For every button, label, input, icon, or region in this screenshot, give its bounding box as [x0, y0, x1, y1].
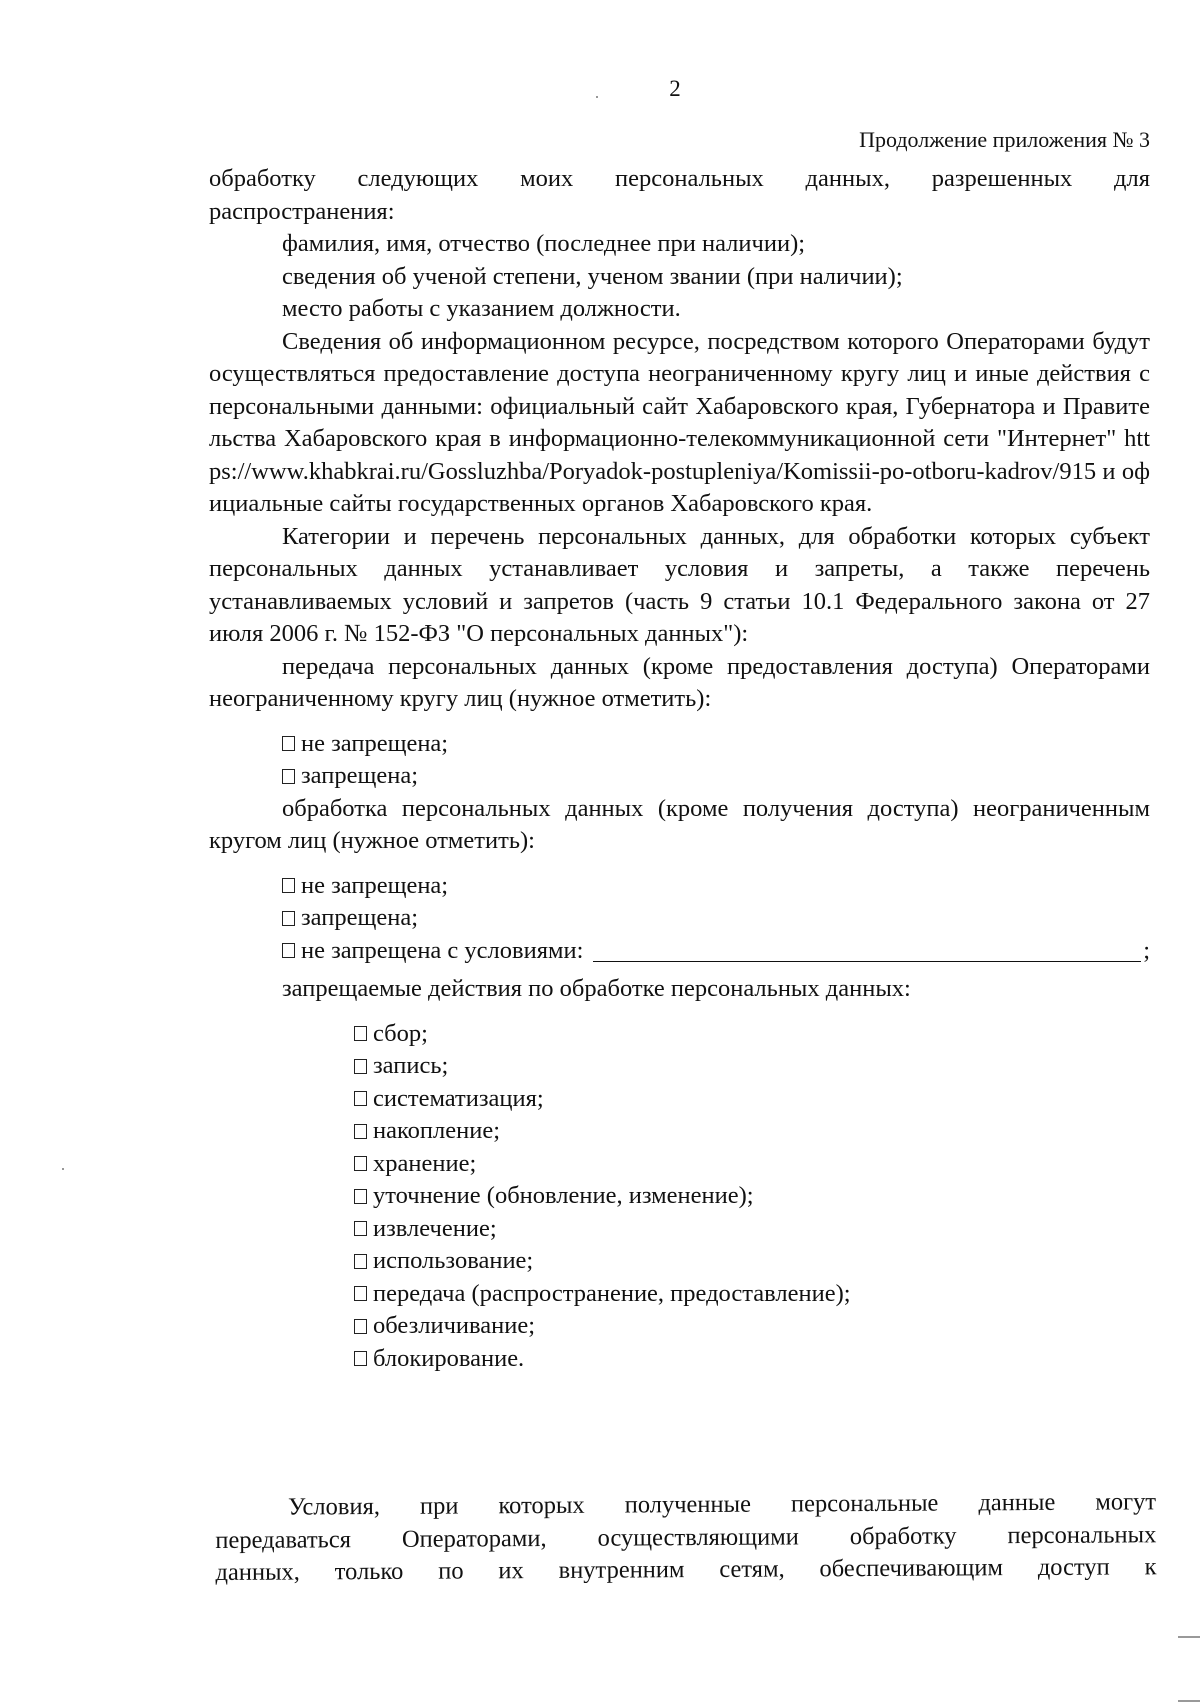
final-line-1: Условия, при которых полученные персональные данные могут: [288, 1488, 1157, 1521]
action-label: уточнение (обновление, изменение);: [373, 1182, 754, 1209]
checkbox-icon[interactable]: [282, 736, 295, 751]
categories-paragraph: Категории и перечень персональных данных, для обработки которых субъект персональных данных устанавливает условия и запреты, а также перечень устанавливаемых условий и запретов (часть 9 статьи 10.1 Федерального закона от 27 июля 2006 г. № 152-ФЗ "О персональных данных"):: [209, 522, 1150, 647]
checkbox-icon[interactable]: [354, 1156, 367, 1171]
prohibited-action-recording: [209, 1050, 1150, 1083]
scan-speck: [62, 1168, 64, 1170]
checkbox-icon[interactable]: [354, 1286, 367, 1301]
action-label: сбор;: [373, 1019, 428, 1047]
processing-option-not-prohibited: [209, 870, 1150, 903]
data-item-workplace: место работы с указанием должности.: [282, 295, 681, 322]
prohibited-action-accumulation: [209, 1115, 1150, 1148]
scan-edge-mark: [1178, 1700, 1200, 1702]
checkbox-icon[interactable]: [282, 878, 295, 893]
checkbox-icon[interactable]: [354, 1059, 367, 1074]
action-label: блокирование.: [373, 1344, 525, 1372]
prohibited-actions-list: [209, 1018, 1150, 1376]
action-label: передача (распространение, предоставление);: [373, 1279, 851, 1307]
prohibited-action-collection: [209, 1018, 1150, 1051]
action-label: хранение;: [373, 1149, 477, 1177]
transfer-option-prohibited: [209, 760, 1150, 793]
prohibited-action-depersonalization: [209, 1310, 1150, 1343]
processing-paragraph: обработка персональных данных (кроме получения доступа) неограниченным кругом лиц (нужное отметить):: [209, 794, 1150, 854]
processing-option-prohibited: [209, 902, 1150, 935]
option-label: не запрещена;: [301, 729, 449, 757]
prohibited-action-storage: [209, 1148, 1150, 1181]
checkbox-icon[interactable]: [282, 911, 295, 926]
final-line-2: передаваться Операторами, осуществляющими обработку персональных: [215, 1520, 1157, 1554]
prohibited-action-use: [209, 1245, 1150, 1278]
internal-networks-conditions-paragraph: [215, 1486, 1157, 1589]
document-body: [209, 163, 1150, 1375]
action-label: накопление;: [373, 1117, 501, 1144]
checkbox-icon[interactable]: [282, 943, 295, 958]
prohibited-action-systematization: [209, 1083, 1150, 1116]
resource-paragraph: Сведения об информационном ресурсе, посредством которого Операторами будут осуществляться предоставление доступа неограниченному кругу лиц и иные действия с персональными данными: официальный сайт Хабаровского края, Губернатора и Правительства Хабаровского края в информационно-телекоммуникационной сети "Интернет" https://www.khabkrai.ru/Gossluzhba/Poryadok-postupleniya/Komissii-po-otboru-kadrov/915 и официальные сайты государственных органов Хабаровского края.: [209, 327, 1150, 517]
data-item-academic-degree: сведения об ученой степени, ученом звании (при наличии);: [282, 262, 903, 290]
intro-line-1: обработку следующих моих персональных данных, разрешенных для: [209, 165, 1150, 192]
action-label: запись;: [373, 1052, 449, 1079]
conditions-blank-field[interactable]: [593, 939, 1141, 962]
scan-speck: [596, 96, 598, 98]
prohibited-actions-heading: запрещаемые действия по обработке персональных данных:: [282, 975, 911, 1002]
option-label: запрещена;: [301, 904, 418, 931]
prohibited-action-extraction: [209, 1213, 1150, 1246]
action-label: извлечение;: [373, 1214, 497, 1242]
prohibited-action-transfer: [209, 1278, 1150, 1311]
processing-option-with-conditions: [209, 935, 1150, 968]
scan-edge-mark: [1178, 1636, 1200, 1638]
option-label: не запрещена;: [301, 871, 449, 899]
intro-line-2: распространения:: [209, 197, 395, 225]
page-number: 2: [669, 76, 681, 101]
action-label: обезличивание;: [373, 1312, 536, 1339]
final-line-3: данных, только по их внутренним сетям, обеспечивающим доступ к: [215, 1553, 1157, 1586]
checkbox-icon[interactable]: [354, 1319, 367, 1334]
checkbox-icon[interactable]: [354, 1124, 367, 1139]
checkbox-icon[interactable]: [354, 1254, 367, 1269]
action-label: систематизация;: [373, 1084, 544, 1112]
option-label: не запрещена с условиями:: [301, 936, 584, 964]
appendix-continuation-note: Продолжение приложения № 3: [859, 127, 1150, 152]
checkbox-icon[interactable]: [354, 1221, 367, 1236]
transfer-paragraph: передача персональных данных (кроме предоставления доступа) Операторами неограниченному кругу лиц (нужное отметить):: [209, 652, 1150, 712]
transfer-option-not-prohibited: [209, 728, 1150, 761]
checkbox-icon[interactable]: [354, 1091, 367, 1106]
checkbox-icon[interactable]: [354, 1189, 367, 1204]
conditions-terminator: ;: [1143, 936, 1150, 964]
data-item-full-name: фамилия, имя, отчество (последнее при наличии);: [282, 230, 806, 257]
checkbox-icon[interactable]: [282, 769, 295, 784]
checkbox-icon[interactable]: [354, 1351, 367, 1366]
prohibited-action-clarification: [209, 1180, 1150, 1213]
prohibited-action-blocking: [209, 1343, 1150, 1376]
option-label: запрещена;: [301, 762, 418, 789]
action-label: использование;: [373, 1247, 534, 1274]
checkbox-icon[interactable]: [354, 1026, 367, 1041]
